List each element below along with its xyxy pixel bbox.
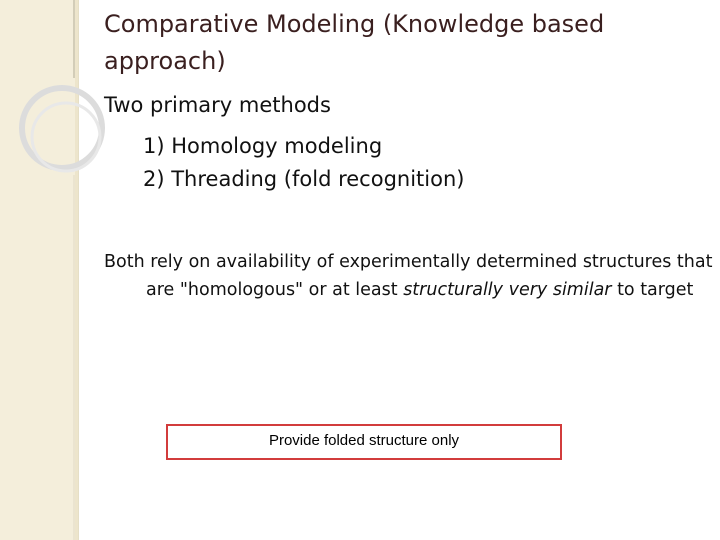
decorative-side-band (0, 0, 79, 540)
method-item: 1) Homology modeling (143, 134, 383, 158)
method-item: 2) Threading (fold recognition) (143, 167, 465, 191)
paragraph-emphasis: structurally very similar (403, 280, 612, 300)
intro-text: Two primary methods (104, 93, 331, 117)
note-box: Provide folded structure only (166, 424, 562, 460)
paragraph-text: Both rely on availability of experimentally determined structures that are "homologous" or at least (104, 252, 713, 300)
body-paragraph (104, 248, 720, 304)
paragraph-text-end: to target (611, 280, 694, 300)
side-band-edge (75, 0, 78, 540)
methods-list (143, 130, 464, 196)
slide-title: Comparative Modeling (Knowledge based approach) (104, 10, 605, 75)
